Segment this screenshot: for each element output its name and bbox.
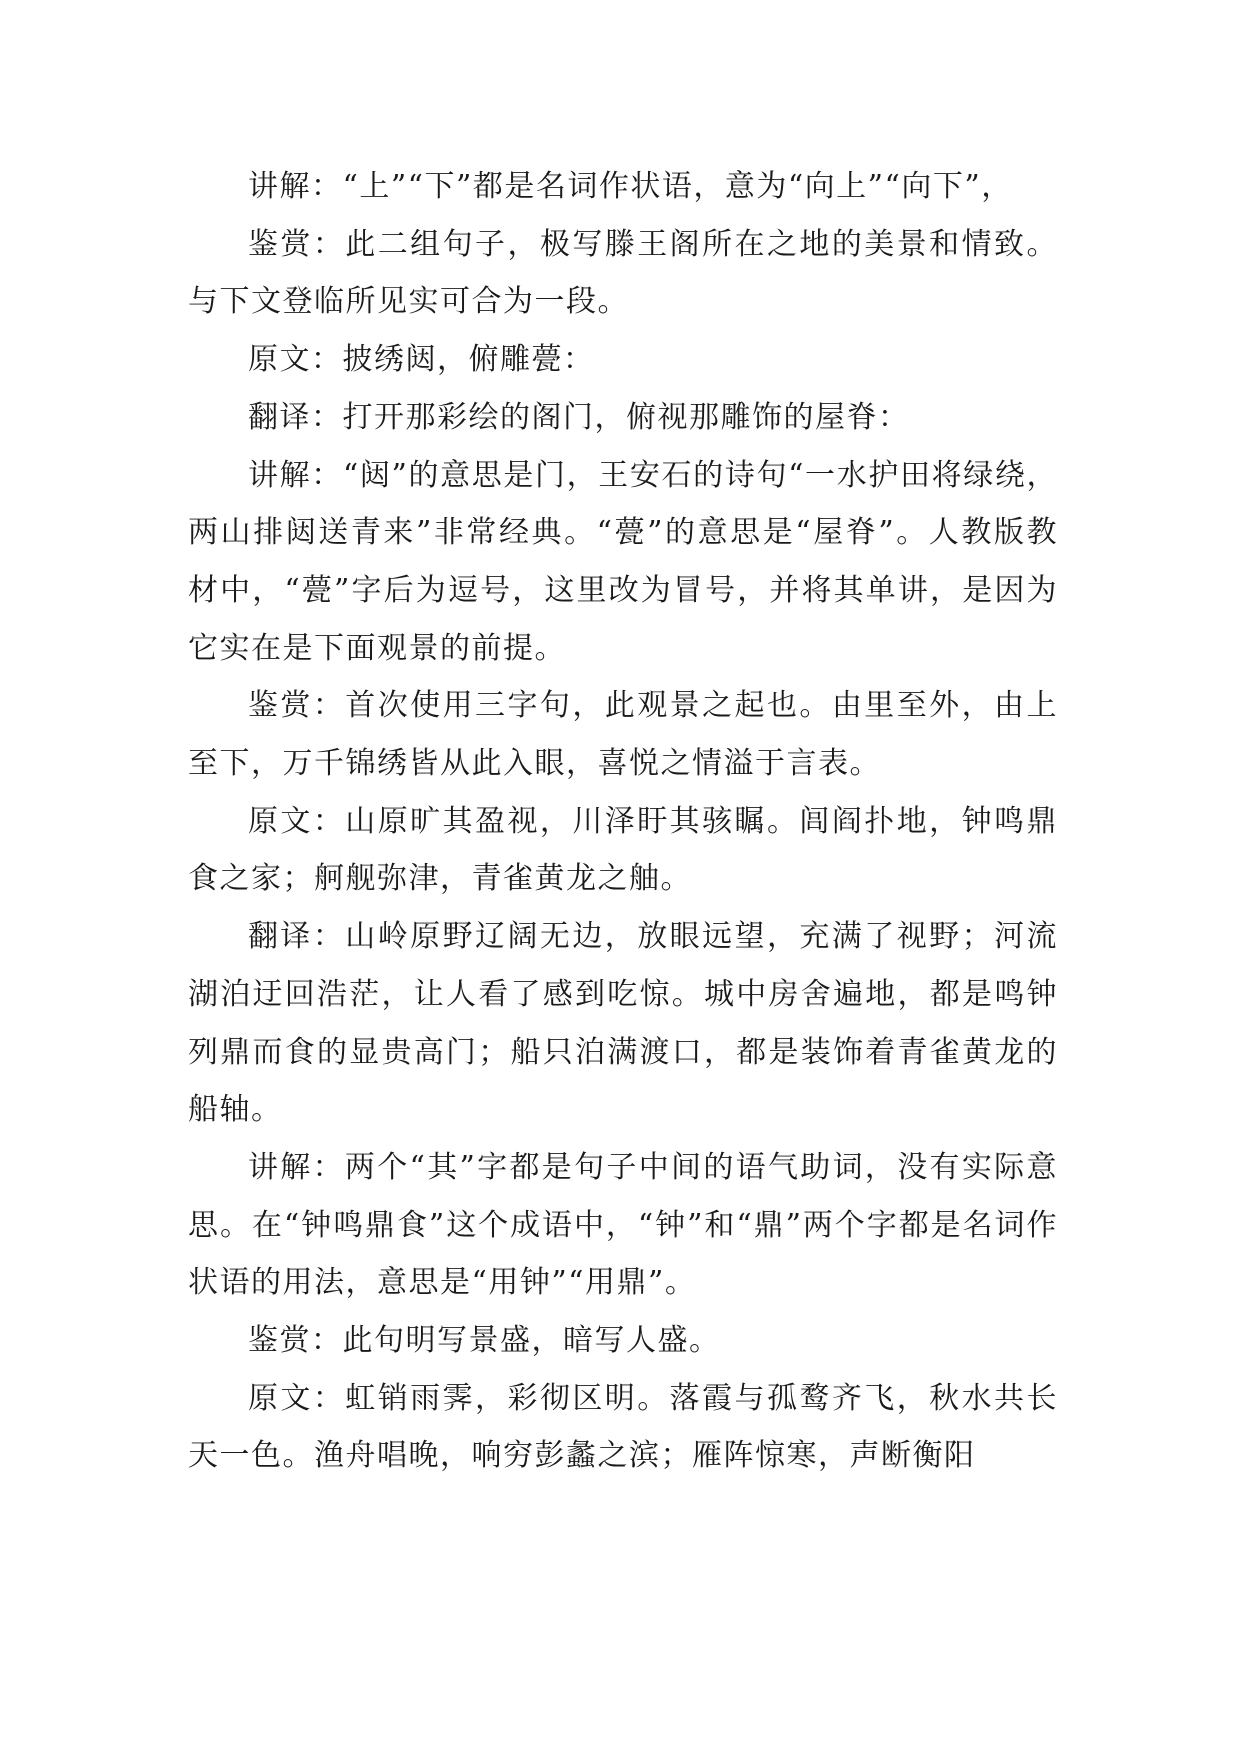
- paragraph-translation-2: 翻译：山岭原野辽阔无边，放眼远望，充满了视野；河流湖泊迂回浩茫，让人看了感到吃惊。城中房舍遍地，都是鸣钟列鼎而食的显贵高门；船只泊满渡口，都是装饰着青雀黄龙的船轴。: [188, 919, 1058, 1128]
- paragraph-original-1: 原文：披绣闼，俯雕甍：: [248, 342, 595, 378]
- paragraph-original-3: 原文：虹销雨霁，彩彻区明。落霞与孤鹜齐飞，秋水共长天一色。渔舟唱晚，响穷彭蠡之滨；雁阵惊寒，声断衡阳: [188, 1380, 1058, 1474]
- paragraph-explanation-3: 讲解：两个“其”字都是句子中间的语气助词，没有实际意思。在“钟鸣鼎食”这个成语中，“钟”和“鼎”两个字都是名词作状语的用法，意思是“用钟”“用鼎”。: [188, 1149, 1058, 1301]
- paragraph-appreciation-2: 鉴赏：首次使用三字句，此观景之起也。由里至外，由上至下，万千锦绣皆从此入眼，喜悦之情溢于言表。: [188, 688, 1058, 782]
- document-body: [188, 158, 1058, 1485]
- paragraph-original-2: 原文：山原旷其盈视，川泽盱其骇瞩。闾阎扑地，钟鸣鼎食之家；舸舰弥津，青雀黄龙之舳。: [188, 803, 1058, 897]
- paragraph-explanation-2: 讲解：“闼”的意思是门，王安石的诗句“一水护田将绿绕，两山排闼送青来”非常经典。“甍”的意思是“屋脊”。人教版教材中，“甍”字后为逗号，这里改为冒号，并将其单讲，是因为它实在是下面观景的前提。: [188, 457, 1058, 666]
- paragraph-appreciation-1: 鉴赏：此二组句子，极写滕王阁所在之地的美景和情致。与下文登临所见实可合为一段。: [188, 226, 1058, 320]
- paragraph-appreciation-3: 鉴赏：此句明写景盛，暗写人盛。: [248, 1323, 721, 1359]
- paragraph-translation-1: 翻译：打开那彩绘的阁门，俯视那雕饰的屋脊：: [248, 399, 910, 435]
- paragraph-explanation-1: 讲解：“上”“下”都是名词作状语，意为“向上”“向下”，: [248, 169, 1013, 204]
